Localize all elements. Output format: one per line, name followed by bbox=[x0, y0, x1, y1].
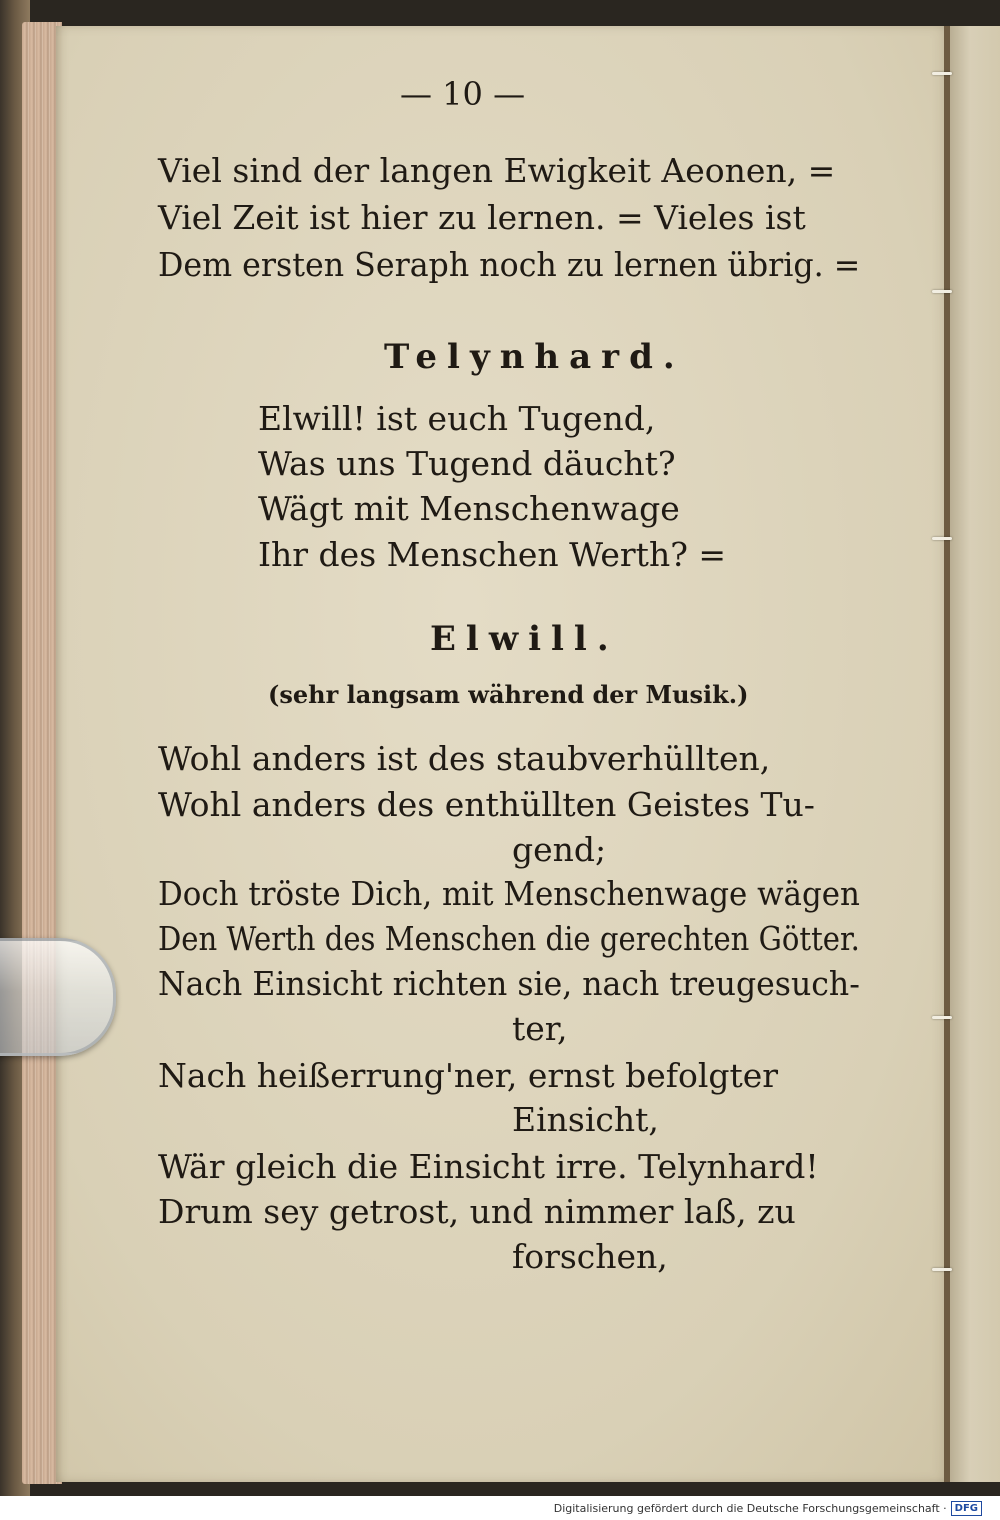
digitization-credit bbox=[0, 1496, 1000, 1520]
page-number: — 10 — bbox=[400, 75, 526, 113]
verse-line: Den Werth des Menschen die gerechten Götter. bbox=[158, 919, 860, 958]
verse-line: Wohl anders des enthüllten Geistes Tu- bbox=[158, 785, 815, 824]
dfg-logo: DFG bbox=[951, 1501, 982, 1516]
speaker-name: Elwill. bbox=[430, 619, 619, 659]
verse-line: Viel sind der langen Ewigkeit Aeonen, = bbox=[158, 151, 836, 190]
verse-line: Einsicht, bbox=[512, 1100, 659, 1139]
verse-line: Drum sey getrost, und nimmer laß, zu bbox=[158, 1192, 796, 1231]
verse-line: Doch tröste Dich, mit Menschenwage wägen bbox=[158, 874, 860, 913]
credit-text: Digitalisierung gefördert durch die Deutsche Forschungsgemeinschaft · bbox=[553, 1501, 947, 1515]
verse-line: Wägt mit Menschenwage bbox=[258, 489, 680, 528]
verse-line: Wohl anders ist des staubverhüllten, bbox=[158, 739, 771, 778]
verse-line: Elwill! ist euch Tugend, bbox=[258, 399, 656, 438]
verse-line: Ihr des Menschen Werth? = bbox=[258, 535, 727, 574]
verse-line: Dem ersten Seraph noch zu lernen übrig. = bbox=[158, 245, 861, 284]
verse-line: Was uns Tugend däucht? bbox=[258, 444, 676, 483]
verse-line: gend; bbox=[512, 830, 607, 869]
stage-direction: (sehr langsam während der Musik.) bbox=[268, 680, 749, 709]
verse-line: ter, bbox=[512, 1009, 568, 1048]
verse-line: Viel Zeit ist hier zu lernen. = Vieles ist bbox=[158, 198, 806, 237]
speaker-name: Telynhard. bbox=[384, 337, 685, 377]
verse-line: Wär gleich die Einsicht irre. Telynhard! bbox=[158, 1147, 819, 1186]
verse-line: forschen, bbox=[512, 1237, 668, 1276]
verse-line: Nach Einsicht richten sie, nach treugesuch- bbox=[158, 964, 860, 1003]
verse-line: Nach heißerrung'ner, ernst befolgter bbox=[158, 1056, 779, 1095]
